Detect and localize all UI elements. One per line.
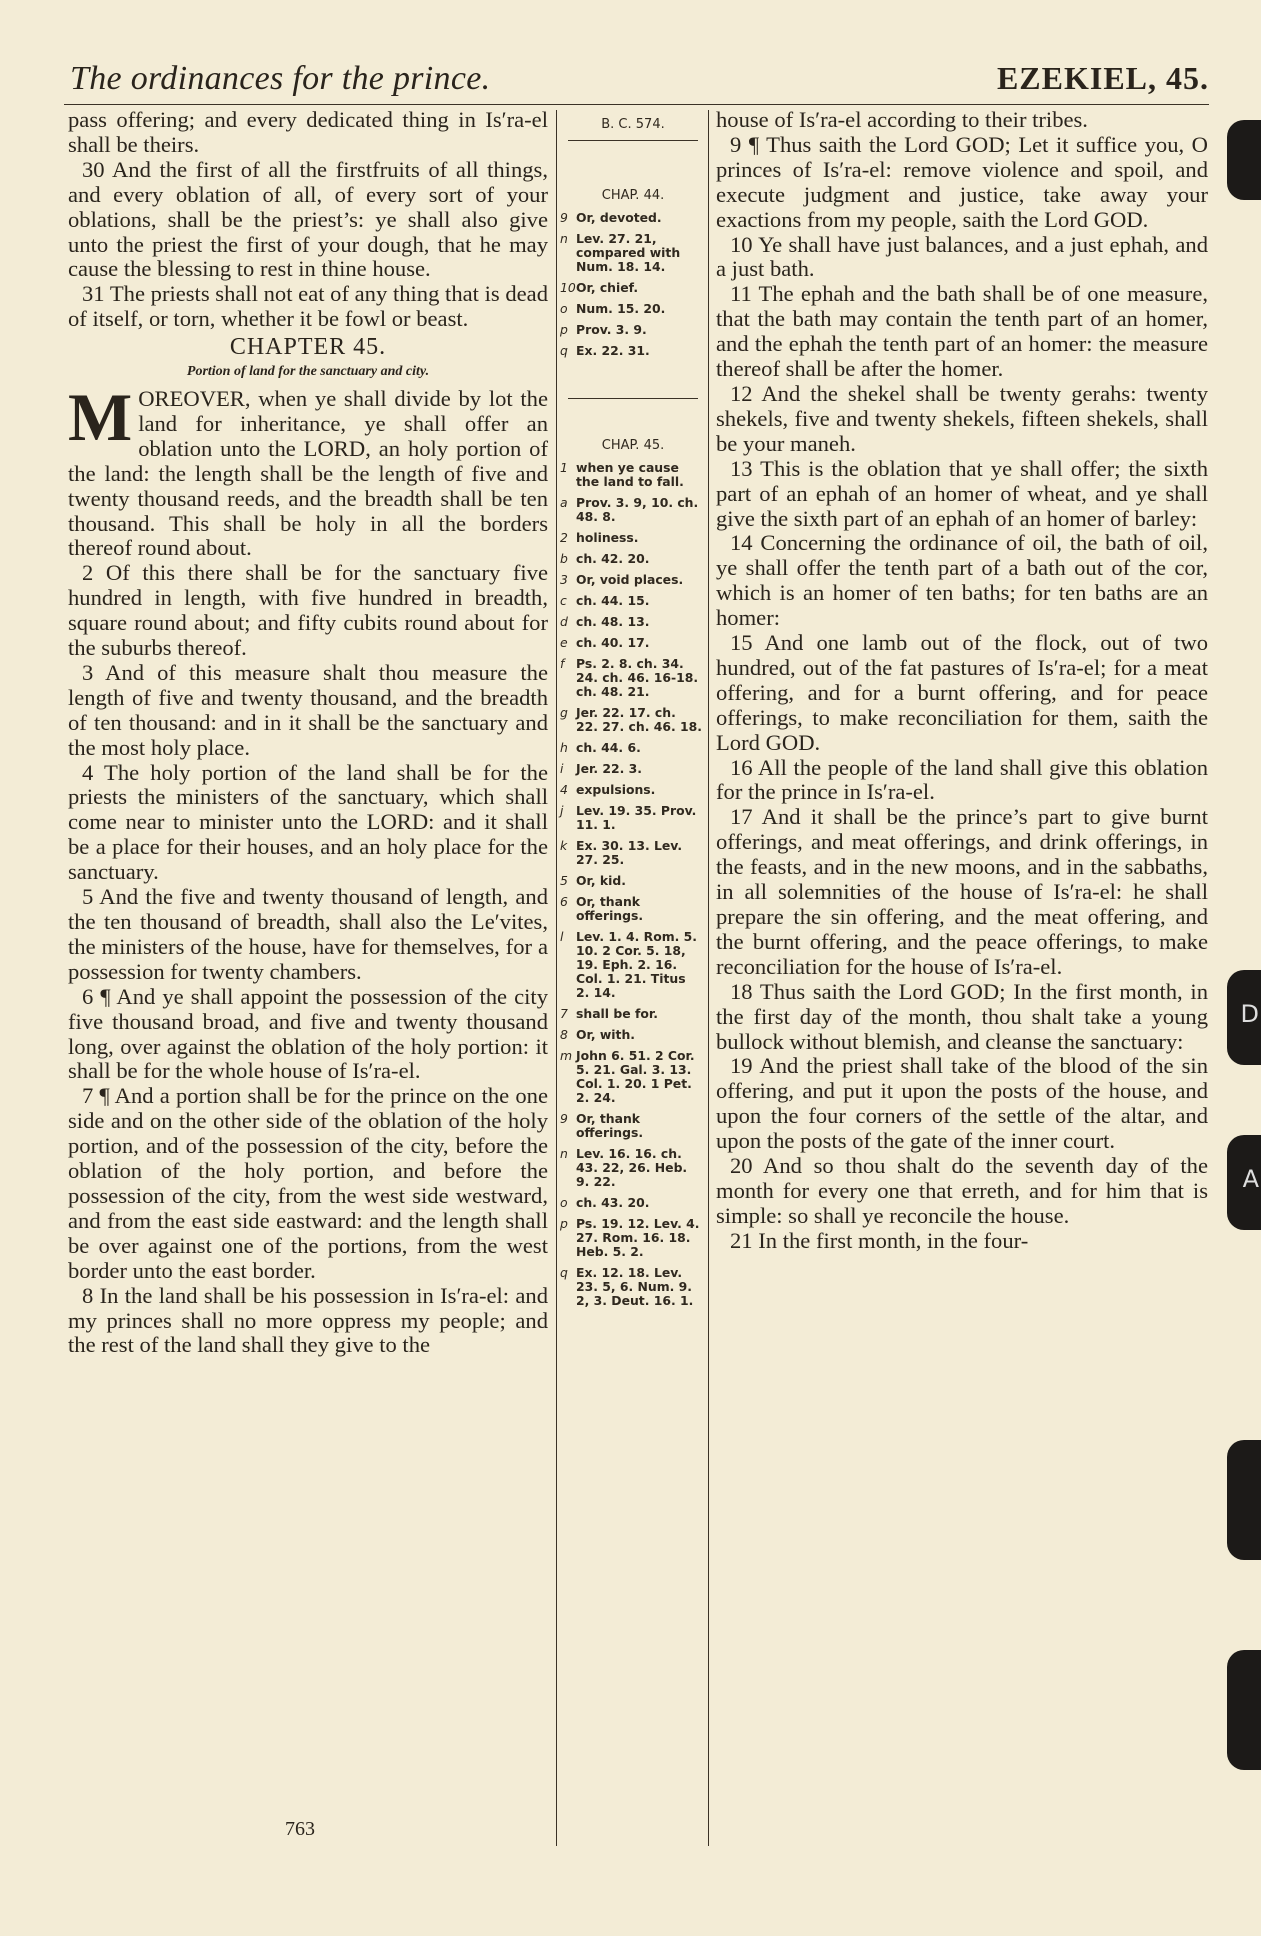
margin-note-key: 3: [560, 572, 568, 587]
verse-text: 17 And it shall be the prince’s part to give burnt offerings, and meat offerings, and drink offerings, in the feasts, and in the new moons, and in the sabbaths, in all solemnities of the house of Is′ra-el: he shall prepare the sin offering, and the meat offering, and the burnt offering, and the peace offerings, to make reconciliation for the house of Is′ra-el.: [716, 804, 1208, 979]
margin-note-text: Ex. 12. 18. Lev. 23. 5, 6. Num. 9. 2, 3. Deut. 16. 1.: [576, 1265, 694, 1308]
margin-note-text: ch. 40. 17.: [576, 635, 650, 650]
margin-rule: [568, 140, 698, 141]
margin-note-key: i: [560, 761, 564, 776]
margin-note-text: ch. 44. 6.: [576, 740, 641, 755]
verse-text: 16 All the people of the land shall give this oblation for the prince in Is′ra-el.: [716, 754, 1208, 805]
chapter-summary: Portion of land for the sanctuary and city.: [186, 364, 430, 380]
margin-note: [560, 839, 706, 867]
margin-note-key: n: [560, 231, 568, 246]
margin-note: [560, 573, 706, 587]
verse-text: [68, 378, 548, 561]
margin-note-text: Jer. 22. 17. ch. 22. 27. ch. 46. 18.: [576, 705, 702, 734]
verse-text: 20 And so thou shalt do the seventh day of the month for every one that erreth, and for him that is simple: so shall ye reconcile the house.: [716, 1153, 1208, 1228]
margin-note-key: n: [560, 1146, 568, 1161]
margin-note-key: 6: [560, 894, 568, 909]
margin-note-key: j: [560, 803, 564, 818]
column-divider-right: [708, 110, 709, 1846]
verse-text: 6 ¶ And ye shall appoint the possession of the city five thousand broad, and five and twenty thousand long, over against the oblation of the holy portion: it shall be for the whole house of Is′ra-el.: [68, 983, 548, 1084]
margin-note-key: a: [560, 495, 568, 510]
thumb-index-tab[interactable]: [1227, 1650, 1261, 1770]
verse-text: 3 And of this measure shalt thou measure the length of five and twenty thousand, and the breadth of ten thousand: and in it shall be the sanctuary and the most holy place.: [68, 659, 548, 760]
margin-note-key: q: [560, 343, 568, 358]
margin-note-key: 9: [560, 210, 568, 225]
margin-note-text: Or, devoted.: [576, 210, 662, 225]
margin-note: [560, 496, 706, 524]
margin-note-text: Or, kid.: [576, 873, 626, 888]
verse-text: 5 And the five and twenty thousand of length, and the ten thousand of breadth, shall also the Le′vites, the ministers of the house, have for themselves, for a possession for twenty chambers.: [68, 884, 548, 984]
margin-note-text: Or, thank offerings.: [576, 1111, 644, 1140]
margin-note-text: Lev. 19. 35. Prov. 11. 1.: [576, 803, 697, 832]
margin-note-key: p: [560, 1216, 568, 1231]
margin-note: [560, 706, 706, 734]
margin-note-text: Lev. 16. 16. ch. 43. 22, 26. Heb. 9. 22.: [576, 1146, 688, 1189]
margin-note-text: Lev. 1. 4. Rom. 5. 10. 2 Cor. 5. 18, 19. Eph. 2. 16. Col. 1. 21. Titus 2. 14.: [576, 929, 697, 1000]
margin-note: [560, 302, 706, 316]
verse-1-text: OREOVER, when ye shall divide by lot the land for inheritance, ye shall offer an oblation unto the LORD, an holy portion of the land: the length shall be the length of five and twenty thousand reeds, and the breadth shall be ten thousand. This shall be holy in all the borders thereof round about.: [68, 385, 548, 561]
right-text-column: [716, 108, 1208, 1254]
margin-note: [560, 783, 706, 797]
margin-note-key: 2: [560, 530, 568, 545]
margin-note: [560, 594, 706, 608]
margin-note-text: Jer. 22. 3.: [576, 761, 642, 776]
thumb-tab-letter: D: [1240, 1000, 1259, 1028]
margin-note-key: 4: [560, 782, 568, 797]
margin-note-key: 9: [560, 1111, 568, 1126]
margin-note-key: c: [560, 593, 567, 608]
margin-date: B. C. 574.: [601, 117, 665, 132]
margin-note-key: m: [560, 1048, 573, 1063]
margin-note: [560, 1112, 706, 1140]
margin-note-key: d: [560, 614, 568, 629]
margin-note: [560, 1049, 706, 1105]
margin-rule: [568, 398, 698, 399]
left-text-column: [68, 108, 548, 1358]
thumb-index-tab[interactable]: [1227, 120, 1261, 200]
margin-note-text: Ps. 19. 12. Lev. 4. 27. Rom. 16. 18. Heb. 5. 2.: [576, 1216, 700, 1259]
thumb-index-tab[interactable]: [1227, 970, 1261, 1065]
margin-note: [560, 657, 706, 699]
running-header-title: The ordinances for the prince.: [70, 60, 491, 97]
margin-note-key: k: [560, 838, 568, 853]
thumb-index-tab[interactable]: [1227, 1440, 1261, 1560]
margin-note-key: 10: [560, 280, 576, 295]
margin-note-text: Ps. 2. 8. ch. 34. 24. ch. 46. 16-18. ch. 48. 21.: [576, 656, 699, 699]
margin-note-key: 8: [560, 1027, 568, 1042]
margin-note-text: Prov. 3. 9, 10. ch. 48. 8.: [576, 495, 699, 524]
margin-note-key: f: [560, 656, 565, 671]
verse-text: 31 The priests shall not eat of any thing that is dead of itself, or torn, whether it be fowl or beast.: [68, 281, 548, 332]
margin-note-text: John 6. 51. 2 Cor. 5. 21. Gal. 3. 13. Col. 1. 20. 1 Pet. 2. 24.: [576, 1048, 695, 1105]
margin-note-text: shall be for.: [576, 1006, 658, 1021]
verse-text: 12 And the shekel shall be twenty gerahs: twenty shekels, five and twenty shekels, fifteen shekels, shall be your maneh.: [716, 380, 1208, 456]
margin-note-text: Ex. 22. 31.: [576, 343, 650, 358]
verse-text: 8 In the land shall be his possession in Is′ra-el: and my princes shall no more oppress my people; and the rest of the land shall they give to the: [68, 1282, 548, 1358]
margin-note: [560, 461, 706, 489]
margin-note: [560, 344, 706, 358]
margin-note-text: holiness.: [576, 530, 639, 545]
running-header-reference: EZEKIEL, 45.: [996, 60, 1209, 96]
margin-note: [560, 615, 706, 629]
margin-note-text: ch. 48. 13.: [576, 614, 650, 629]
margin-note: [560, 895, 706, 923]
drop-cap: M: [68, 378, 133, 455]
margin-note: [560, 636, 706, 650]
margin-note-key: 5: [560, 873, 568, 888]
margin-note-key: o: [560, 1195, 568, 1210]
margin-note: [560, 531, 706, 545]
verse-text: 4 The holy portion of the land shall be for the priests the ministers of the sanctuary, which shall come near to minister unto the LORD: and it shall be a place for their houses, and an holy place for the sanctuary.: [68, 759, 548, 885]
margin-note-text: ch. 44. 15.: [576, 593, 650, 608]
verse-text: 18 Thus saith the Lord GOD; In the first month, in the first day of the month, thou shalt take a young bullock without blemish, and cleanse the sanctuary:: [716, 978, 1208, 1054]
verse-text: 10 Ye shall have just balances, and a just ephah, and a just bath.: [716, 231, 1208, 282]
verse-text: 2 Of this there shall be for the sanctuary five hundred in length, with five hundred in breadth, square round about; and fifty cubits round about for the suburbs thereof.: [68, 560, 548, 661]
verse-text: 7 ¶ And a portion shall be for the prince on the one side and on the other side of the oblation of the holy portion, and of the possession of the city, before the oblation of the holy portion, and before the possession of the city, from the west side westward, and from the east side eastward: and the length shall be over against one of the portions, from the west border unto the east border.: [68, 1083, 548, 1283]
margin-note-key: l: [560, 929, 564, 944]
margin-note: [560, 1147, 706, 1189]
verse-text: 13 This is the oblation that ye shall offer; the sixth part of an ephah of an homer of wheat, and ye shall give the sixth part of an ephah of an homer of barley:: [716, 455, 1208, 531]
margin-note-text: when ye cause the land to fall.: [576, 460, 684, 489]
chapter-heading: CHAPTER 45.: [229, 334, 387, 361]
margin-note: [560, 741, 706, 755]
margin-note-text: Or, void places.: [576, 572, 684, 587]
margin-note: [560, 1266, 706, 1308]
verse-text: 30 And the first of all the firstfruits of all things, and every oblation of all, of every sort of your oblations, shall be the priest’s: ye shall also give unto the priest the first of your dough, that he may cause the blessing to rest in thine house.: [68, 156, 548, 282]
verse-text: 14 Concerning the ordinance of oil, the bath of oil, ye shall offer the tenth part of a bath out of the cor, which is an homer of ten baths; for ten baths are an homer:: [716, 530, 1208, 631]
margin-notes-44: [560, 211, 706, 358]
margin-note-text: Ex. 30. 13. Lev. 27. 25.: [576, 838, 683, 867]
thumb-index-tab[interactable]: [1227, 1135, 1261, 1230]
margin-note: [560, 323, 706, 337]
margin-note-key: h: [560, 740, 568, 755]
verse-text: 9 ¶ Thus saith the Lord GOD; Let it suffice you, O princes of Is′ra-el: remove violence and spoil, and execute judgment and justice, take away your exactions from my people, saith the Lord GOD.: [716, 131, 1208, 232]
margin-chapter-45: CHAP. 45.: [601, 438, 665, 453]
margin-chapter-44: CHAP. 44.: [601, 188, 665, 203]
margin-note-key: 1: [560, 460, 568, 475]
margin-note: [560, 1028, 706, 1042]
margin-note-text: Lev. 27. 21, compared with Num. 18. 14.: [576, 231, 681, 274]
center-reference-column: [560, 118, 706, 1315]
margin-note-text: Prov. 3. 9.: [576, 322, 647, 337]
margin-note-text: expulsions.: [576, 782, 656, 797]
margin-note: [560, 232, 706, 274]
thumb-tab-letter: A: [1242, 1165, 1259, 1193]
header-rule: [64, 104, 1209, 105]
margin-note-key: p: [560, 322, 568, 337]
margin-note: [560, 1007, 706, 1021]
margin-note-text: Or, with.: [576, 1027, 635, 1042]
margin-note-text: Or, chief.: [576, 280, 639, 295]
verse-text: house of Is′ra-el according to their tribes.: [716, 107, 1088, 132]
margin-note: [560, 1196, 706, 1210]
verse-text: 21 In the first month, in the four-: [730, 1227, 1029, 1253]
verse-text: pass offering; and every dedicated thing in Is′ra-el shall be theirs.: [68, 107, 548, 157]
margin-note: [560, 552, 706, 566]
margin-note-text: ch. 42. 20.: [576, 551, 650, 566]
margin-note-text: Num. 15. 20.: [576, 301, 666, 316]
page-number: 763: [285, 1818, 315, 1840]
margin-note-key: b: [560, 551, 568, 566]
margin-notes-45: [560, 461, 706, 1308]
margin-note-text: ch. 43. 20.: [576, 1195, 650, 1210]
margin-note-key: g: [560, 705, 568, 720]
verse-text: 15 And one lamb out of the flock, out of two hundred, out of the fat pastures of Is′ra-el; for a meat offering, and for a burnt offering, and for peace offerings, to make reconciliation for them, saith the Lord GOD.: [716, 630, 1208, 755]
margin-note-key: o: [560, 301, 568, 316]
margin-note-key: q: [560, 1265, 568, 1280]
verse-text: 19 And the priest shall take of the blood of the sin offering, and put it upon the posts of the house, and upon the four corners of the settle of the altar, and upon the posts of the gate of the inner court.: [716, 1053, 1208, 1154]
margin-note: [560, 211, 706, 225]
margin-note: [560, 930, 706, 1000]
margin-note-key: e: [560, 635, 568, 650]
margin-note: [560, 762, 706, 776]
verse-text: 11 The ephah and the bath shall be of one measure, that the bath may contain the tenth part of an homer, and the ephah the tenth part of an homer: the measure thereof shall be after the homer.: [716, 281, 1208, 382]
margin-note: [560, 874, 706, 888]
margin-note: [560, 281, 706, 295]
column-divider-left: [556, 110, 557, 1846]
margin-note-key: 7: [560, 1006, 568, 1021]
margin-note: [560, 804, 706, 832]
margin-note: [560, 1217, 706, 1259]
margin-note-text: Or, thank offerings.: [576, 894, 644, 923]
